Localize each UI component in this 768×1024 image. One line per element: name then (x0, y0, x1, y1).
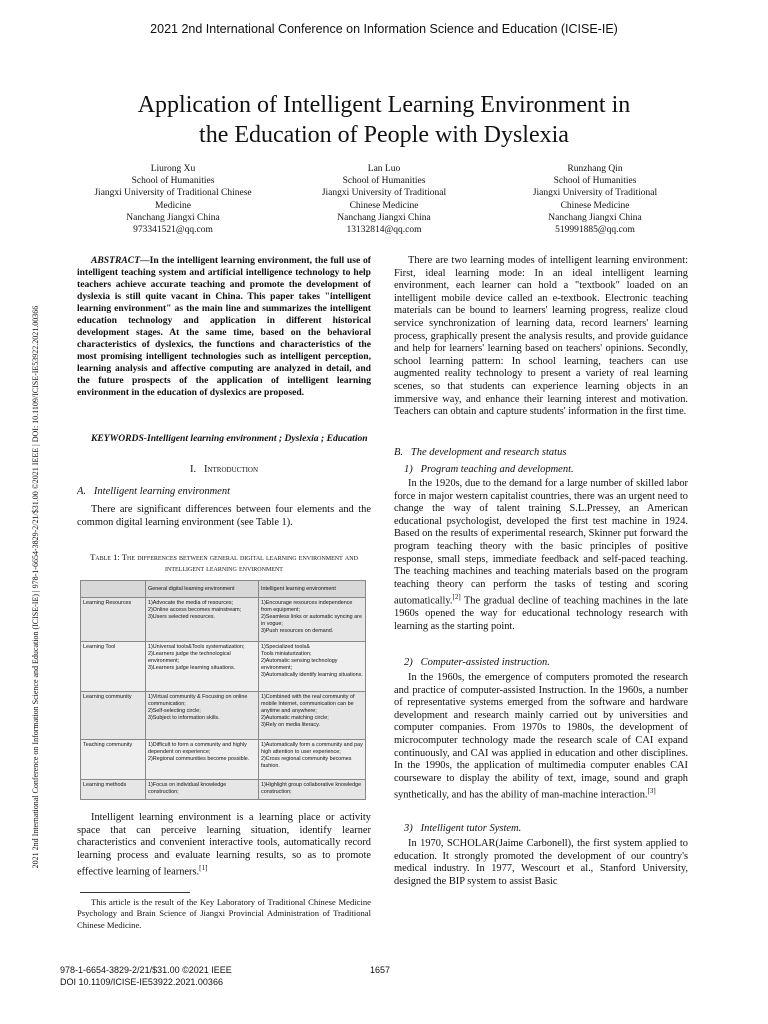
table-cell: 1)Highlight group collaborative knowledge construction; (259, 780, 366, 800)
subsubsection-heading-2: 2) Computer-assisted instruction. (404, 657, 550, 668)
author-affiliation: Jiangxi University of Traditional (321, 188, 447, 199)
citation-ref: [1] (199, 864, 208, 873)
author-location: Nanchang Jiangxi China (548, 212, 642, 223)
author-location: Nanchang Jiangxi China (126, 212, 220, 223)
table-cell: 1)Difficult to form a community and highly dependent on experience; 2)Regional communities become possible. (146, 740, 259, 780)
footer-isbn: 978-1-6654-3829-2/21/$31.00 ©2021 IEEE (60, 965, 232, 975)
table-cell: 1)Specialized tools& Tools miniaturization; 2)Automatic sensing technology environment; 3)Automatically identify learning situations. (259, 642, 366, 692)
page-number: 1657 (370, 965, 391, 975)
author-email: 973341521@qq.com (133, 225, 213, 236)
author-email: 519991885@qq.com (555, 225, 635, 236)
author-block-1 (68, 163, 278, 236)
section-title: Introduction (203, 464, 259, 475)
table-header-cell (81, 581, 146, 598)
author-affiliation: School of Humanities (131, 176, 215, 187)
paragraph-text: Intelligent learning environment is a learning place or activity space that can perceive learning situation, identify learner characteristics and convenient interactive tools, automatically record learning process and evaluate learning results, so as to promote effective learning of learners. (77, 812, 371, 878)
citation-ref: [3] (647, 787, 656, 796)
author-block-2 (279, 163, 489, 236)
keywords: KEYWORDS-Intelligent learning environment ; Dyslexia ; Education (91, 433, 368, 444)
paper-title (40, 90, 728, 150)
comparison-table (80, 580, 366, 800)
table-cell: 1)Focus on individual knowledge construction; (146, 780, 259, 800)
abstract (77, 255, 371, 399)
table-cell: 1)Combined with the real community of mobile Internet, communication can be anytime and anywhere; 2)Automatic matching circle; 3)Rely on media literacy. (259, 692, 366, 740)
author-location: Nanchang Jiangxi China (337, 212, 431, 223)
table-cell: 1)Advocate the media of resources; 2)Online access becomes mainstream; 3)Users selected resources. (146, 598, 259, 642)
table-header-row (81, 581, 366, 598)
paragraph-cai (394, 672, 688, 802)
citation-ref: [2] (452, 593, 461, 602)
paragraph-intelligent-env (77, 812, 371, 879)
author-block-3 (490, 163, 700, 236)
table-cell: Learning methods (81, 780, 146, 800)
footer-copyright (60, 965, 232, 988)
author-name: Runzhang Qin (567, 164, 623, 174)
footnote-rule (80, 892, 190, 893)
table-cell: Teaching community (81, 740, 146, 780)
abstract-label: ABSTRACT— (91, 255, 150, 266)
table-row (81, 692, 366, 740)
author-affiliation: Jiangxi University of Traditional Chinese (94, 188, 252, 199)
author-affiliation: Jiangxi University of Traditional (532, 188, 658, 199)
author-name: Lan Luo (367, 164, 401, 174)
paragraph-text: In the 1960s, the emergence of computers promoted the research and practice of computer-assisted Instruction. In the 1960s, a number of representative systems emerged from the software and hardware development and research mainly carried out by universities and computer companies. From 1970s to 1980s, the development of microcomputer technology made the research scale of CAI expand continuously, and CAI was applied in education and other disciplines. In the 1990s, the application of multimedia computer enables CAI courseware to display the ability of text, image, sound and graph synthetically, and has the ability of man-machine interaction. (394, 672, 688, 801)
table-cell: Learning Resources (81, 598, 146, 642)
author-email: 13132814@qq.com (346, 225, 422, 236)
subsection-heading-b: B. The development and research status (394, 447, 567, 458)
table-cell: 1)Virtual community & Focusing on online communication; 2)Self-selecting circle; 3)Subject to information skills. (146, 692, 259, 740)
author-affiliation: Chinese Medicine (349, 200, 419, 211)
paragraph-text: The gradual decline of teaching machines in the late 1960s opened the way for educational technology research with learning as the starting point. (394, 595, 688, 632)
table-row (81, 642, 366, 692)
conference-header: 2021 2nd International Conference on Information Science and Education (ICISE-IE) (150, 22, 618, 36)
table-row (81, 740, 366, 780)
paragraph-text: In the 1920s, due to the demand for a large number of skilled labor force in major western capitalist countries, there was an urgent need to change the way of talent training S.L.Pressey, an American educational psychologist, developed the first test machine in 1924. Based on the results of experimental research, Skinner put forward the program teaching theory with the basic principles of positive response, small steps, immediate feedback and self-paced teaching. The teaching machines and teaching materials based on the program teaching theory can perform the tasks of testing and scoring automatically. (394, 478, 688, 607)
author-affiliation: School of Humanities (342, 176, 426, 187)
paragraph-program-teaching (394, 478, 688, 634)
sidebar-citation: 2021 2nd International Conference on Information Science and Education (ICISE-IE) | 978-1-6654-3829-2/21/$31.00 ©2021 IEEE | DOI: 10.1109/ICISE-IE53922.2021.00366 (31, 305, 40, 869)
title-line-2: the Education of People with Dyslexia (199, 122, 569, 148)
paragraph-learning-modes: There are two learning modes of intelligent learning environment: First, ideal learning mode: In an ideal intelligent learning environment, each learner can hold a "textbook" loaded on an intelligent mobile device called an e-textbook. Electronic teaching materials can be bound to learners' learning progress, realize cloud service synchronization of learning data, record learners' learning process, graphically present the analysis results, and provide guidance and help for learners' learning based on teachers' opinions. Secondly, school learning pattern: In school learning, teachers can use augmented reality technology to present a variety of real learning scenes, so that students can experience learning objects in an immersive way, and enhance their learning interest and motivation. Teachers can obtain and capture students' information in the first time. (394, 255, 688, 418)
table-cell: 1)Encourage resources independence from equipment; 2)Seamless links or automatic syncing are in vogue; 3)Push resources on demand. (259, 598, 366, 642)
subsection-heading-a: A. Intelligent learning environment (77, 486, 230, 497)
subsubsection-heading-3: 3) Intelligent tutor System. (404, 823, 522, 834)
table-row (81, 780, 366, 800)
author-name: Liurong Xu (150, 164, 196, 174)
table-row (81, 598, 366, 642)
title-line-1: Application of Intelligent Learning Environment in (137, 92, 631, 118)
table-cell: Learning community (81, 692, 146, 740)
table-cell: 1)Automatically form a community and pay high attention to user experience; 2)Cross regional community becomes fashion. (259, 740, 366, 780)
author-affiliation: Medicine (155, 200, 191, 211)
table-header-cell: General digital learning environment (146, 581, 259, 598)
footer-doi: DOI 10.1109/ICISE-IE53922.2021.00366 (60, 976, 223, 987)
paragraph-its: In 1970, SCHOLAR(Jaime Carbonell), the first system applied to education. It strongly promoted the development of our country's medical industry. In 1977, Wescourt et al., Stanford University, designed the BIP system to assist Basic (394, 838, 688, 887)
author-affiliation: Chinese Medicine (560, 200, 630, 211)
paragraph-a: There are significant differences between four elements and the common digital learning environment (see Table 1). (77, 504, 371, 528)
table-header-cell: Intelligent learning environment (259, 581, 366, 598)
footnote: This article is the result of the Key Laboratory of Traditional Chinese Medicine Psychology and Brain Science of Jiangxi Provincial Administration of Traditional Chinese Medicine. (77, 897, 371, 930)
subsubsection-heading-1: 1) Program teaching and development. (404, 464, 574, 475)
author-affiliation: School of Humanities (553, 176, 637, 187)
section-number: I. (189, 464, 197, 475)
table-cell: Learning Tool (81, 642, 146, 692)
abstract-body: In the intelligent learning environment, the full use of intelligent teaching system and artificial intelligence technology to help teachers achieve accurate teaching and promote the development of dyslexia is still quite vacant in China. This paper takes "intelligent learning environment" as the main line and summarizes the intelligent education technology and application in different historical development stages. At the same time, based on the behavioral characteristics of dyslexics, the functions and characteristics of the most promising intelligent technologies such as intelligent perception, learning analysis and affective computing are analyzed in detail, and the future prospects of the application of intelligent learning environment in the education of dyslexics are proposed. (77, 255, 371, 398)
section-heading (77, 464, 371, 475)
table-cell: 1)Universal tools&Tools systematization; 2)Learners judge the technological environment; 3)Learners judge learning situations. (146, 642, 259, 692)
table-caption: Table 1: The differences between general digital learning environment and intelligent learning environment (90, 552, 358, 573)
